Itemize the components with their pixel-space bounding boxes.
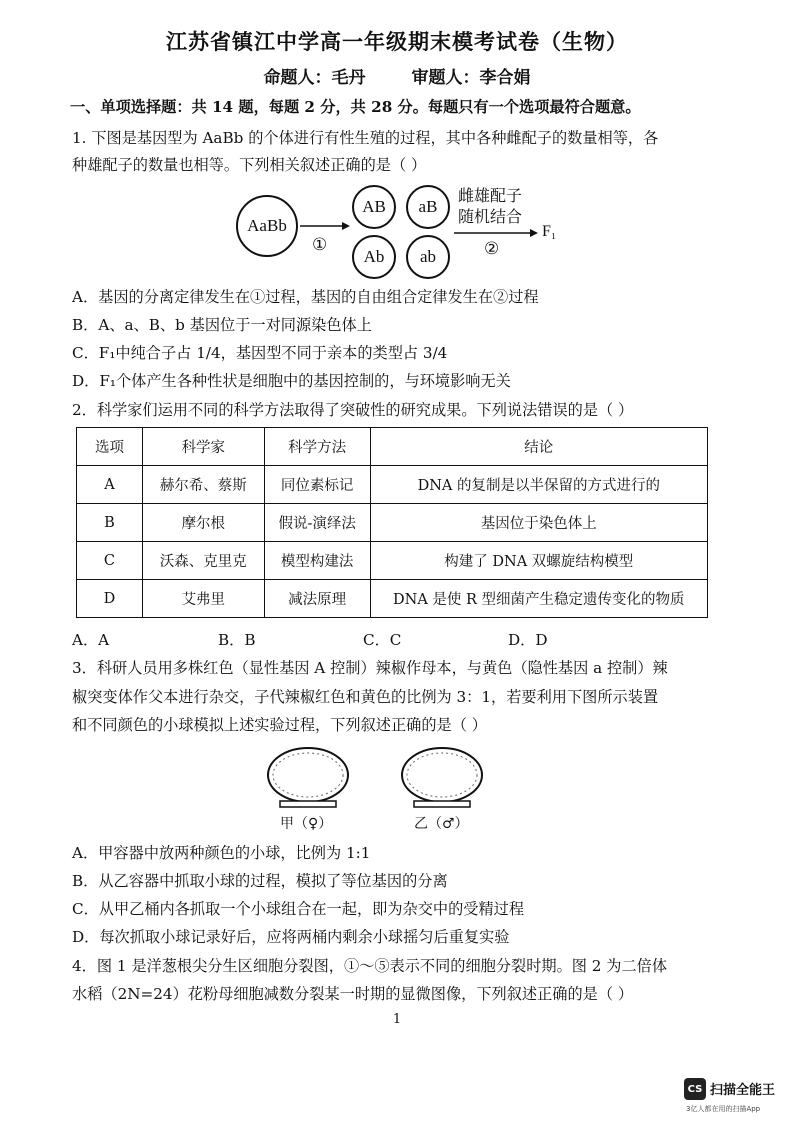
step-note-line1: 雌雄配子 [458,186,523,205]
table-header: 科学家 [142,428,264,466]
table-row [77,466,708,504]
q2-answer-b: B．B [218,631,256,649]
q3-stem-line2: 椒突变体作父本进行杂交，子代辣椒红色和黄色的比例为 3：1，若要利用下图所示装置 [72,688,659,706]
parent-circle: AaBb [236,195,298,257]
q3-option-d: D．每次抓取小球记录好后，应将两桶内剩余小球摇匀后重复实验 [72,928,510,946]
q3-option-b: B．从乙容器中抓取小球的过程，模拟了等位基因的分离 [72,872,448,890]
page-number: 1 [392,1012,402,1027]
gamete-circle: Ab [352,235,396,279]
table-header: 科学方法 [264,428,370,466]
q1-option-d: D．F₁个体产生各种性状是细胞中的基因控制的，与环境影响无关 [72,372,511,390]
table-cell: 艾弗里 [142,580,264,618]
table-cell: DNA 是使 R 型细菌产生稳定遗传变化的物质 [370,580,707,618]
q3-option-a: A．甲容器中放两种颜色的小球，比例为 1:1 [72,844,371,862]
step-note-line2: 随机结合 [458,207,523,226]
q1-stem-line2: 种雄配子的数量也相等。下列相关叙述正确的是（ ） [72,156,427,174]
step2-label: ② [484,239,500,259]
reviewer: 审题人：李合娟 [411,68,531,88]
q3-stem-line1: 3．科研人员用多株红色（显性基因 A 控制）辣椒作母本，与黄色（隐性基因 a 控制）辣 [72,659,668,677]
q2-answer-a: A．A [72,631,110,649]
q2-table [76,427,708,618]
table-header: 结论 [370,428,707,466]
table-cell: A [77,466,143,504]
q3-stem-line3: 和不同颜色的小球模拟上述实验过程，下列叙述正确的是（ ） [72,716,487,734]
table-header-row [77,428,708,466]
step1-label: ① [312,235,328,255]
table-cell: 假说-演绎法 [264,504,370,542]
table-cell: D [77,580,143,618]
diagram-arrows [230,183,580,283]
table-cell: 赫尔希、蔡斯 [142,466,264,504]
authors-line [0,63,794,88]
section-heading: 一、单项选择题：共 14 题，每题 2 分，共 28 分。每题只有一个选项最符合题意。 [70,98,641,116]
table-row [77,542,708,580]
q1-diagram [230,183,580,283]
container-jia-label: 甲（♀） [280,816,333,832]
table-cell: 模型构建法 [264,542,370,580]
q4-stem-line1: 4．图 1 是洋葱根尖分生区细胞分裂图，①～⑤表示不同的细胞分裂时期。图 2 为二倍体 [72,957,668,975]
table-cell: 减法原理 [264,580,370,618]
q1-option-b: B．A、a、B、b 基因位于一对同源染色体上 [72,316,372,334]
table-cell: 构建了 DNA 双螺旋结构模型 [370,542,707,580]
author: 命题人：毛丹 [263,68,366,88]
q1-option-c: C．F₁中纯合子占 1/4，基因型不同于亲本的类型占 3/4 [72,344,448,362]
table-cell: 沃森、克里克 [142,542,264,580]
table-cell: DNA 的复制是以半保留的方式进行的 [370,466,707,504]
exam-title: 江苏省镇江中学高一年级期末模考试卷（生物） [166,29,628,54]
table-row [77,504,708,542]
table-cell: B [77,504,143,542]
table-cell: 基因位于染色体上 [370,504,707,542]
q4-stem-line2: 水稻（2N=24）花粉母细胞减数分裂某一时期的显微图像，下列叙述正确的是（ ） [72,985,634,1003]
scanner-app-name: 扫描全能王 [710,1083,776,1098]
q2-answer-c: C．C [363,631,402,649]
gamete-circle: aB [406,185,450,229]
q2-stem: 2．科学家们运用不同的科学方法取得了突破性的研究成果。下列说法错误的是（ ） [72,401,634,419]
gamete-circle: ab [406,235,450,279]
f1-label: F₁ [542,223,557,240]
q1-option-a: A．基因的分离定律发生在①过程，基因的自由组合定律发生在②过程 [72,288,539,306]
scanner-app-tagline: 3亿人都在用的扫描App [686,1105,761,1113]
scanner-logo-icon: CS [684,1078,706,1100]
q1-stem-line1: 1. 下图是基因型为 AaBb 的个体进行有性生殖的过程，其中各种雌配子的数量相等，各 [72,129,659,147]
table-cell: 同位素标记 [264,466,370,504]
table-cell: C [77,542,143,580]
container-yi-label: 乙（♂） [414,816,469,832]
table-row [77,580,708,618]
gamete-circle: AB [352,185,396,229]
container-illustrations [256,745,526,815]
table-cell: 摩尔根 [142,504,264,542]
table-header: 选项 [77,428,143,466]
q2-answer-d: D．D [508,631,548,649]
q3-option-c: C．从甲乙桶内各抓取一个小球组合在一起，即为杂交中的受精过程 [72,900,525,918]
